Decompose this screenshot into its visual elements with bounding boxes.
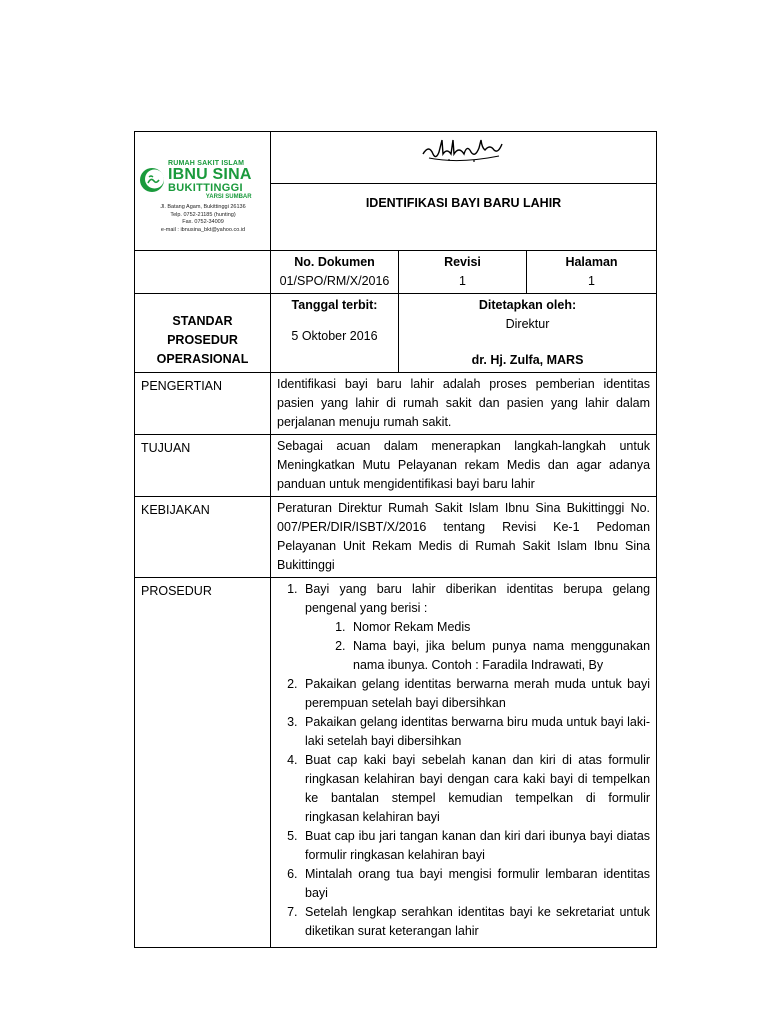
procedure-substep-list xyxy=(305,618,650,675)
issue-date-cell xyxy=(271,294,399,373)
tujuan-text: Sebagai acuan dalam menerapkan langkah-langkah untuk Meningkatkan Mutu Pelayanan rekam Medis dan agar adanya panduan untuk mengidentifikasi bayi baru lahir xyxy=(271,435,657,497)
spo-table xyxy=(134,131,657,948)
doc-number-cell xyxy=(271,251,399,294)
spo-title-cell xyxy=(135,294,271,373)
document-title: IDENTIFIKASI BAYI BARU LAHIR xyxy=(271,183,657,250)
page-cell xyxy=(527,251,657,294)
procedure-list xyxy=(277,580,650,941)
procedure-step: 3. Pakaikan gelang identitas berwarna biru muda untuk bayi laki-laki setelah bayi dibersihkan xyxy=(301,713,650,751)
approved-by-label: Ditetapkan oleh: xyxy=(478,298,577,312)
procedure-step: 7. Setelah lengkap serahkan identitas bayi ke sekretariat untuk diketikan surat keterangan lahir xyxy=(301,903,650,941)
address-line: Telp. 0752-21185 (hunting) xyxy=(170,211,236,218)
address-line: Jl. Batang Agam, Bukittinggi 26136 xyxy=(160,204,246,210)
prosedur-label: PROSEDUR xyxy=(135,578,271,948)
revision-label: Revisi xyxy=(444,255,481,269)
bismillah-calligraphy-icon xyxy=(419,134,509,164)
logo-line-1: RUMAH SAKIT ISLAM xyxy=(168,160,245,167)
logo-line-3: BUKITTINGGI xyxy=(168,182,243,194)
kebijakan-label: KEBIJAKAN xyxy=(135,497,271,578)
spo-line-2: PROSEDUR xyxy=(167,333,238,347)
address-line: Fax. 0752-34009 xyxy=(182,219,224,225)
spo-document xyxy=(134,131,656,948)
procedure-substep: 2. Nama bayi, jika belum punya nama menggunakan nama ibunya. Contoh : Faradila Indrawati, By xyxy=(349,637,650,675)
logo-line-4: YARSI SUMBAR xyxy=(205,194,252,200)
kebijakan-text: Peraturan Direktur Rumah Sakit Islam Ibnu Sina Bukittinggi No. 007/PER/DIR/ISBT/X/2016 tentang Revisi Ke-1 Pedoman Pelayanan Unit Rekam Medis di Rumah Sakit Islam Ibnu Sina Bukittinggi xyxy=(271,497,657,578)
spo-line-3: OPERASIONAL xyxy=(156,352,249,366)
doc-number-value: 01/SPO/RM/X/2016 xyxy=(279,274,390,288)
procedure-step-text: Bayi yang baru lahir diberikan identitas berupa gelang pengenal yang berisi : xyxy=(305,582,651,615)
spo-line-1: STANDAR xyxy=(172,314,233,328)
revision-cell xyxy=(399,251,527,294)
revision-value: 1 xyxy=(459,274,466,288)
issue-date-value: 5 Oktober 2016 xyxy=(291,329,378,343)
procedure-step: 4. Buat cap kaki bayi sebelah kanan dan kiri di atas formulir ringkasan kelahiran bayi dengan cara kaki bayi di tempelkan ke bantalan stempel kemudian tempelkan di formulir ringkasan kelahiran bayi xyxy=(301,751,650,827)
approver-role: Direktur xyxy=(505,317,550,331)
crescent-logo-icon xyxy=(139,167,165,193)
logo-line-2: IBNU SINA xyxy=(168,166,252,183)
hospital-logo xyxy=(139,160,267,234)
pengertian-text: Identifikasi bayi baru lahir adalah proses pemberian identitas pasien yang lahir di rumah sakit dan pasien yang lahir dalam perjalanan menuju rumah sakit. xyxy=(271,373,657,435)
procedure-step xyxy=(301,580,650,675)
issue-date-label: Tanggal terbit: xyxy=(291,298,378,312)
prosedur-content xyxy=(271,578,657,948)
procedure-step: 6. Mintalah orang tua bayi mengisi formulir lembaran identitas bayi xyxy=(301,865,650,903)
approver-name: dr. Hj. Zulfa, MARS xyxy=(471,353,584,367)
pengertian-label: PENGERTIAN xyxy=(135,373,271,435)
logo-cell-bottom xyxy=(135,251,271,294)
address-line: e-mail : ibnusina_bkt@yahoo.co.id xyxy=(160,226,246,233)
page-label: Halaman xyxy=(565,255,618,269)
procedure-substep: 1. Nomor Rekam Medis xyxy=(349,618,650,637)
bismillah-cell xyxy=(271,132,657,184)
approval-cell xyxy=(399,294,657,373)
doc-number-label: No. Dokumen xyxy=(294,255,375,269)
tujuan-label: TUJUAN xyxy=(135,435,271,497)
page-value: 1 xyxy=(588,274,595,288)
procedure-step: 5. Buat cap ibu jari tangan kanan dan kiri dari ibunya bayi diatas formulir ringkasan kelahiran bayi xyxy=(301,827,650,865)
logo-cell xyxy=(135,132,271,251)
procedure-step: 2. Pakaikan gelang identitas berwarna merah muda untuk bayi perempuan setelah bayi dibersihkan xyxy=(301,675,650,713)
hospital-address xyxy=(139,204,267,234)
